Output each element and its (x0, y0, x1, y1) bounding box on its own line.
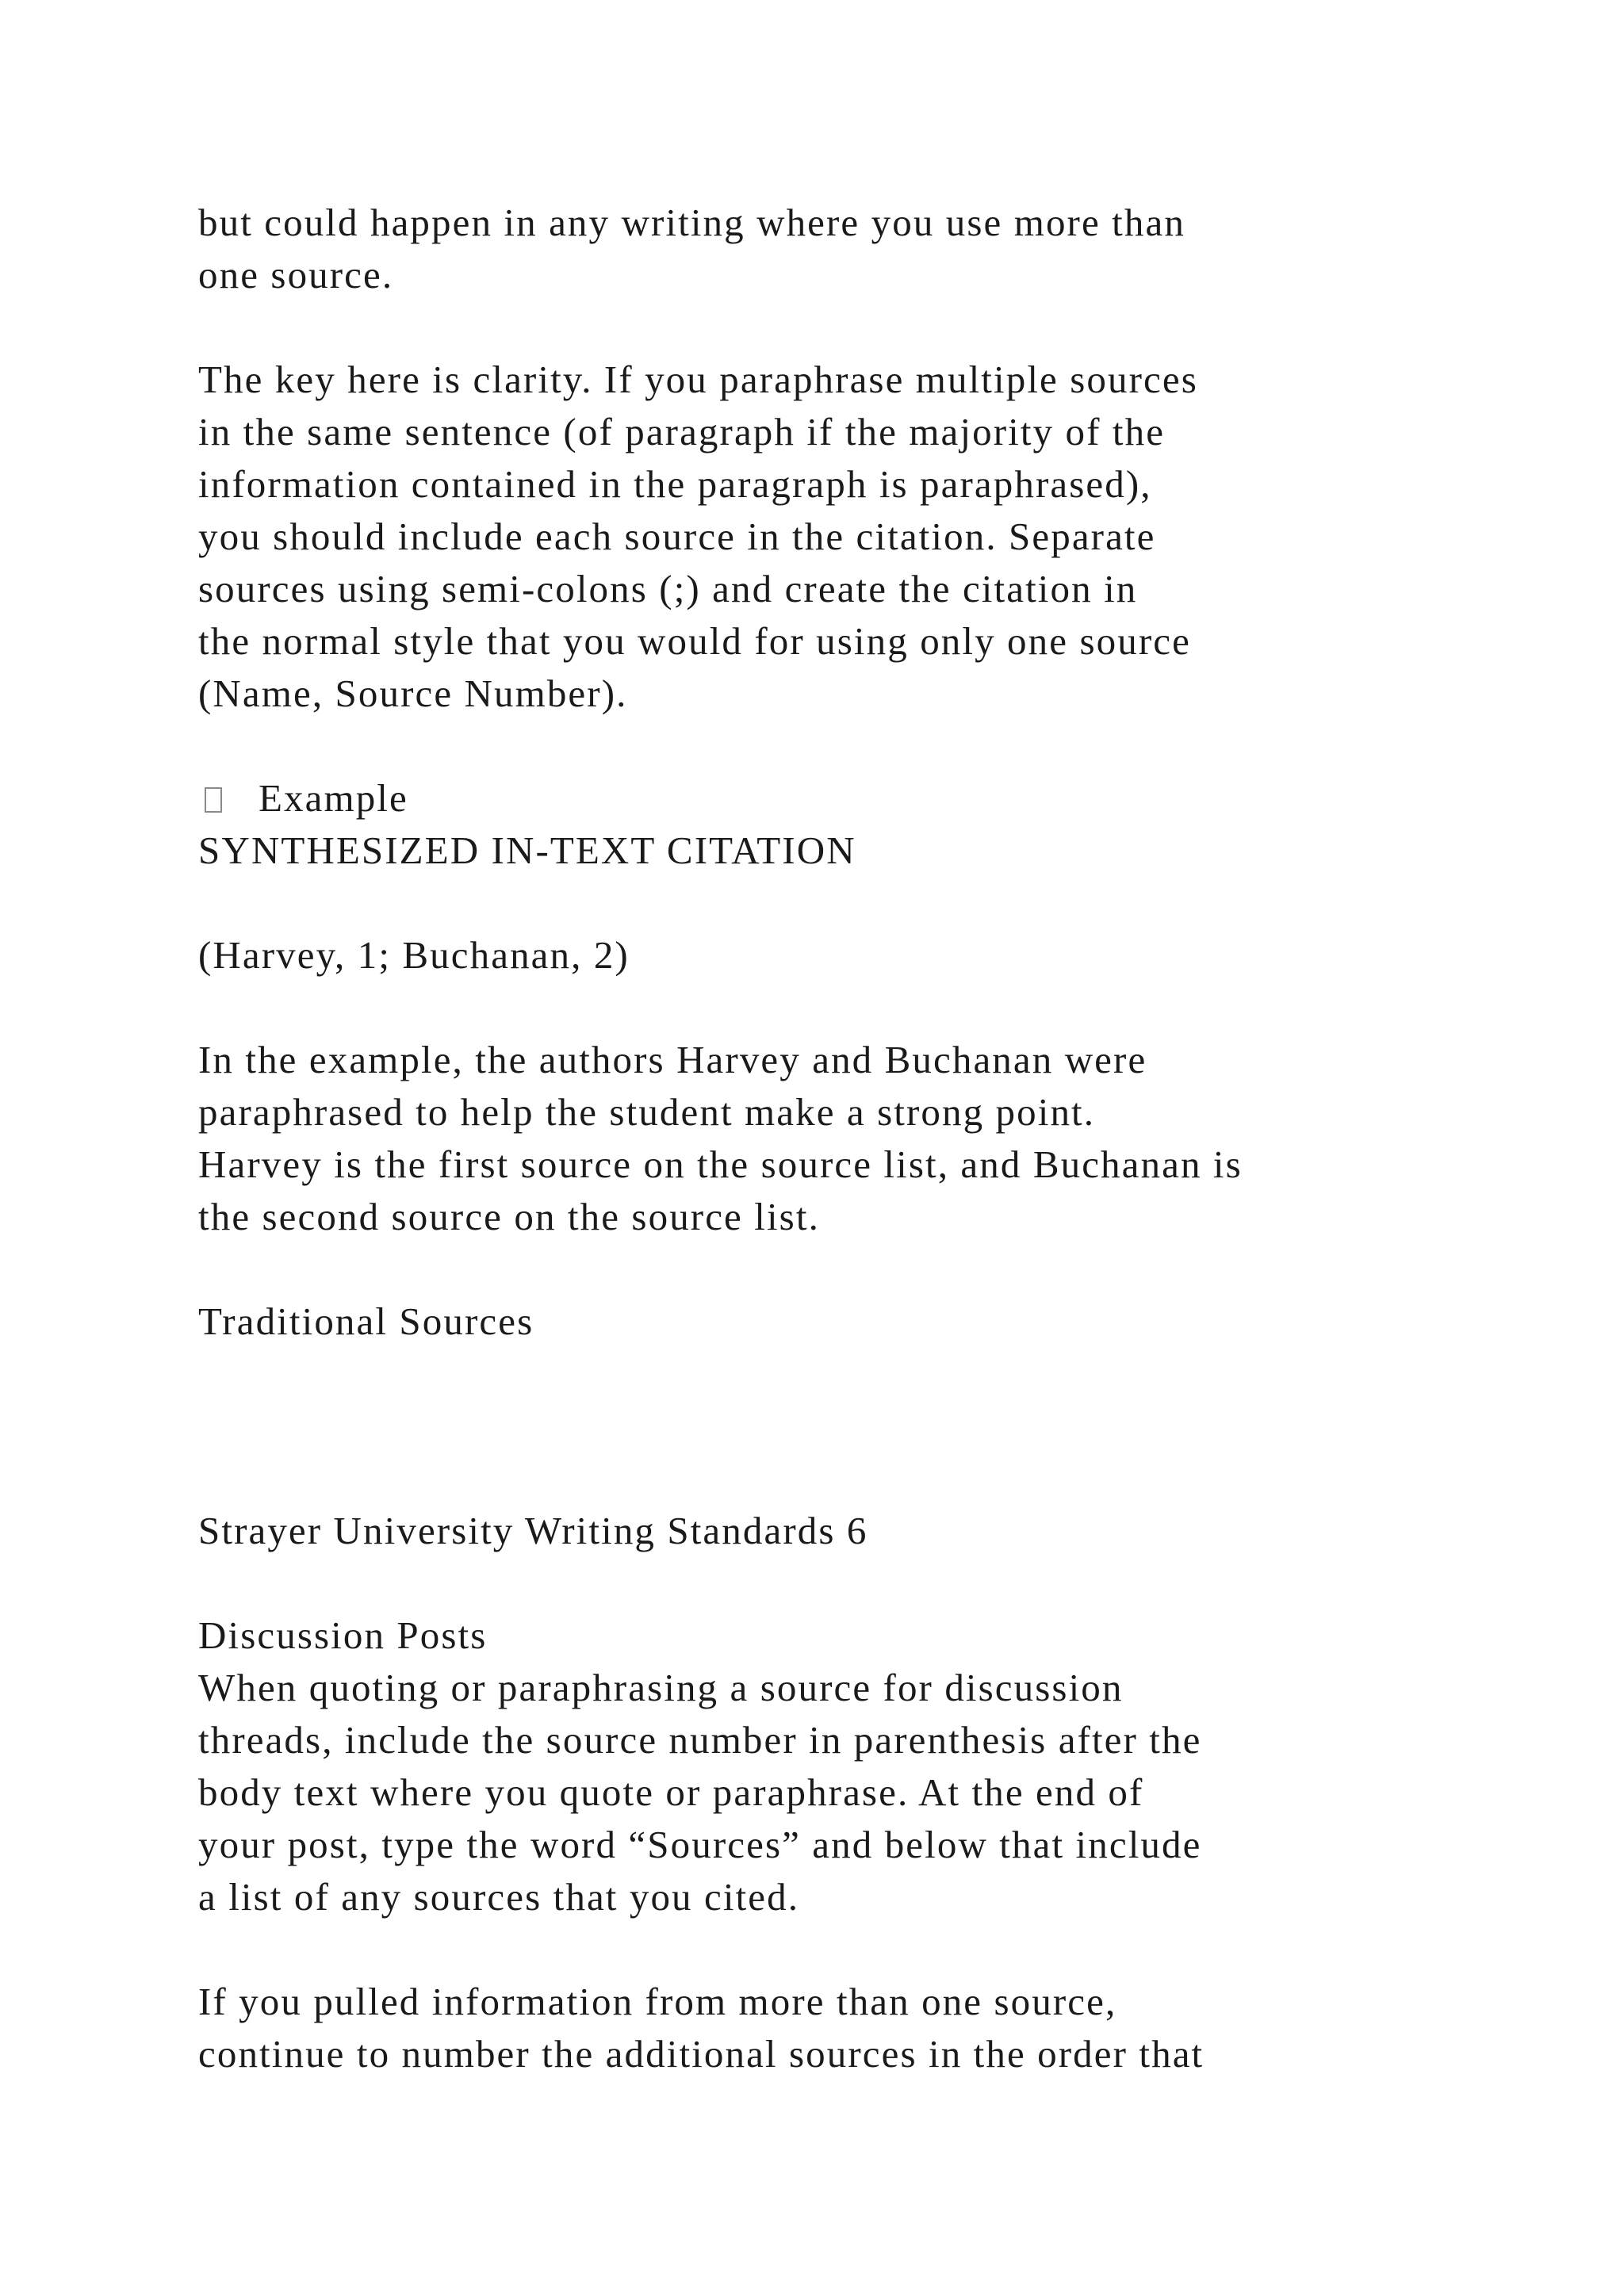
text-line: body text where you quote or paraphrase. At the end of (198, 1770, 1144, 1814)
section-heading-traditional: Traditional Sources (198, 1299, 534, 1343)
text-line: in the same sentence (of paragraph if the majority of the (198, 410, 1166, 453)
text-line: In the example, the authors Harvey and Buchanan were (198, 1038, 1147, 1081)
paragraph-gap (198, 1557, 1546, 1609)
example-heading: SYNTHESIZED IN-TEXT CITATION (198, 828, 856, 872)
text-line: The key here is clarity. If you paraphrase multiple sources (198, 358, 1198, 401)
box-icon (205, 787, 222, 813)
text-line: When quoting or paraphrasing a source for discussion (198, 1666, 1124, 1709)
example-citation: (Harvey, 1; Buchanan, 2) (198, 933, 630, 977)
text-line: the normal style that you would for using only one source (198, 619, 1191, 663)
text-line: Harvey is the first source on the source list, and Buchanan is (198, 1142, 1243, 1186)
text-line: the second source on the source list. (198, 1195, 820, 1238)
text-line: continue to number the additional sources in the order that (198, 2032, 1205, 2076)
text-line: paraphrased to help the student make a strong point. (198, 1090, 1096, 1134)
document-text (198, 197, 1546, 2080)
text-line: your post, type the word “Sources” and below that include (198, 1823, 1202, 1866)
text-line: one source. (198, 253, 394, 297)
paragraph-gap (198, 1400, 1546, 1452)
paragraph-gap (198, 1452, 1546, 1505)
section-heading-discussion: Discussion Posts (198, 1613, 488, 1657)
paragraph-gap (198, 720, 1546, 772)
example-label-line (198, 772, 1546, 825)
paragraph-gap (198, 982, 1546, 1034)
text-line: you should include each source in the citation. Separate (198, 515, 1156, 558)
text-line: but could happen in any writing where you use more than (198, 201, 1185, 244)
paragraph-gap (198, 1923, 1546, 1976)
page-header: Strayer University Writing Standards 6 (198, 1509, 868, 1552)
paragraph-gap (198, 1348, 1546, 1400)
paragraph-gap (198, 301, 1546, 354)
text-line: sources using semi-colons (;) and create the citation in (198, 567, 1138, 610)
example-label: Example (259, 776, 408, 820)
text-line: a list of any sources that you cited. (198, 1875, 800, 1919)
text-line: (Name, Source Number). (198, 672, 628, 715)
text-line: threads, include the source number in parenthesis after the (198, 1718, 1202, 1762)
text-line: information contained in the paragraph is paraphrased), (198, 462, 1152, 506)
text-line: If you pulled information from more than one source, (198, 1980, 1117, 2023)
paragraph-gap (198, 1243, 1546, 1295)
paragraph-gap (198, 877, 1546, 929)
